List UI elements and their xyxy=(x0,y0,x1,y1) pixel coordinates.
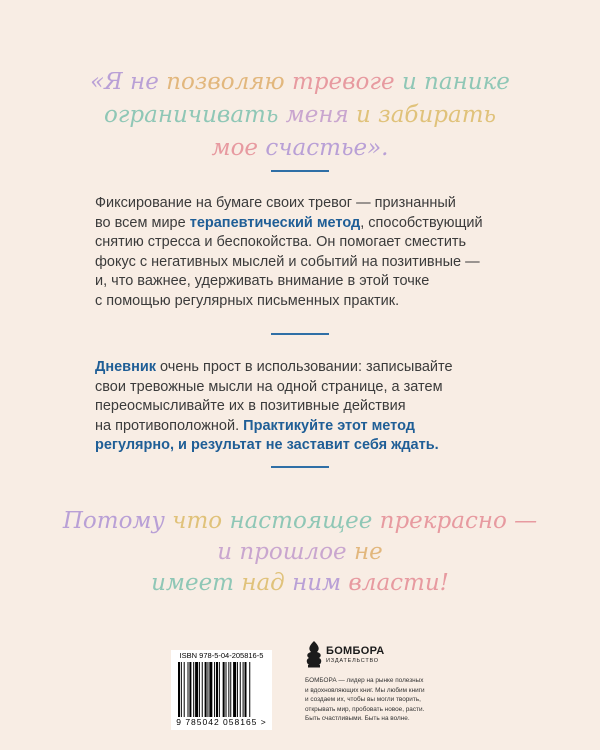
quote-word: мое xyxy=(211,135,266,161)
barcode-digits: 9 785042 058165 > xyxy=(176,717,267,727)
barcode-icon xyxy=(178,662,265,717)
barcode-bar xyxy=(216,662,218,717)
text-line xyxy=(95,233,515,253)
text-line xyxy=(95,292,515,312)
barcode-bar xyxy=(223,662,225,717)
quote-word: Потому xyxy=(62,508,173,534)
body-text: очень прост в использовании: записывайте xyxy=(156,359,453,375)
divider-1 xyxy=(271,170,329,172)
blurb-line: БОМБОРА — лидер на рынке полезных xyxy=(305,677,424,684)
body-text: с помощью регулярных письменных практик. xyxy=(95,292,400,309)
blurb-line: и вдохновляющих книг. Мы любим книги xyxy=(305,686,425,694)
quote-word: настоящее xyxy=(229,508,380,534)
quote-word: и прошлое xyxy=(217,539,354,565)
text-line xyxy=(95,378,515,398)
barcode-bar xyxy=(230,662,231,717)
barcode-bar xyxy=(209,662,212,717)
barcode-bar xyxy=(243,662,244,717)
quote-line xyxy=(0,506,600,537)
quote-line xyxy=(0,537,600,568)
publisher-blurb xyxy=(305,676,435,724)
barcode-bar xyxy=(195,662,198,717)
text-line xyxy=(95,253,515,273)
emphasis-text: Дневник xyxy=(95,359,156,375)
text-line xyxy=(95,436,515,456)
barcode-bar xyxy=(207,662,208,717)
paragraph-usage xyxy=(95,358,515,456)
quote-word: что xyxy=(172,508,230,534)
text-line xyxy=(95,272,515,292)
barcode-bar xyxy=(245,662,247,717)
logo-title: БОМБОРА xyxy=(326,645,385,657)
body-text: фокус с негативных мыслей и событий на позитивные — xyxy=(95,253,480,270)
barcode-bar xyxy=(240,662,241,717)
barcode-bar xyxy=(202,662,203,717)
quote-line xyxy=(0,99,600,132)
quote-word: позволяю xyxy=(166,69,292,95)
quote-word: меня xyxy=(285,102,357,128)
barcode-bar xyxy=(214,662,215,717)
quote-word: не xyxy=(353,539,383,565)
blurb-line: открывать мир, пробовать новое, расти. xyxy=(305,705,425,713)
body-text: Фиксирование на бумаге своих тревог — признанный xyxy=(95,195,456,211)
text-line xyxy=(95,214,515,234)
barcode-bar xyxy=(226,662,227,717)
quote-line xyxy=(0,132,600,165)
barcode-bar xyxy=(199,662,200,717)
paragraph-intro xyxy=(95,194,515,312)
blurb-line: Быть счастливыми. Быть на волне. xyxy=(305,715,410,723)
barcode-bar xyxy=(228,662,229,717)
barcode-bar xyxy=(249,662,250,717)
emphasis-text: терапевтический метод xyxy=(189,214,361,231)
body-text: снятию стресса и беспокойства. Он помогает сместить xyxy=(95,234,467,251)
quote-word: «Я не xyxy=(90,69,167,95)
text-line xyxy=(95,194,515,214)
publisher-logo xyxy=(305,640,425,670)
body-text: переосмысливайте их в позитивные действия xyxy=(95,398,406,415)
barcode-bar xyxy=(205,662,207,717)
barcode-bar xyxy=(233,662,236,717)
emphasis-text: регулярно, и результат не заставит себя ждать. xyxy=(95,437,439,454)
isbn-label: ISBN 978-5-04-205816-5 xyxy=(179,651,264,660)
quote-word: ним xyxy=(292,570,349,596)
text-line xyxy=(95,417,515,437)
quote-word: и забирать xyxy=(356,102,497,128)
barcode-bar xyxy=(193,662,194,717)
emphasis-text: Практикуйте этот метод xyxy=(243,417,415,434)
divider-3 xyxy=(271,466,329,468)
barcode-block xyxy=(171,650,272,730)
quote-word: над xyxy=(241,570,293,596)
body-text: , способствующий xyxy=(360,214,483,231)
body-text: на противоположной. xyxy=(95,417,244,434)
divider-2 xyxy=(271,333,329,335)
top-quote xyxy=(0,66,600,165)
quote-word: ограничивать xyxy=(103,102,286,128)
barcode-bar xyxy=(181,662,182,717)
quote-word: имеет xyxy=(151,570,242,596)
bottom-quote xyxy=(0,506,600,599)
quote-word: власти! xyxy=(348,570,449,596)
quote-word: тревоге xyxy=(292,69,402,95)
barcode-bar xyxy=(189,662,191,717)
quote-word: счастье». xyxy=(265,135,389,161)
logo-subtitle: ИЗДАТЕЛЬСТВО xyxy=(326,658,379,664)
barcode-bar xyxy=(237,662,238,717)
bombora-wave-icon xyxy=(305,640,323,668)
barcode-bar xyxy=(188,662,189,717)
body-text: и, что важнее, удерживать внимание в этой точке xyxy=(95,273,430,290)
barcode-bar xyxy=(219,662,220,717)
quote-line xyxy=(0,66,600,99)
body-text: во всем мире xyxy=(95,214,190,231)
blurb-line: и создаем их, чтобы вы могли творить, xyxy=(305,696,421,704)
quote-line xyxy=(0,568,600,599)
barcode-bar xyxy=(184,662,185,717)
quote-word: и панике xyxy=(401,69,510,95)
text-line xyxy=(95,397,515,417)
quote-word: прекрасно — xyxy=(379,508,538,534)
body-text: свои тревожные мысли на одной странице, а затем xyxy=(95,378,443,395)
text-line xyxy=(95,358,515,378)
barcode-bar xyxy=(178,662,180,717)
